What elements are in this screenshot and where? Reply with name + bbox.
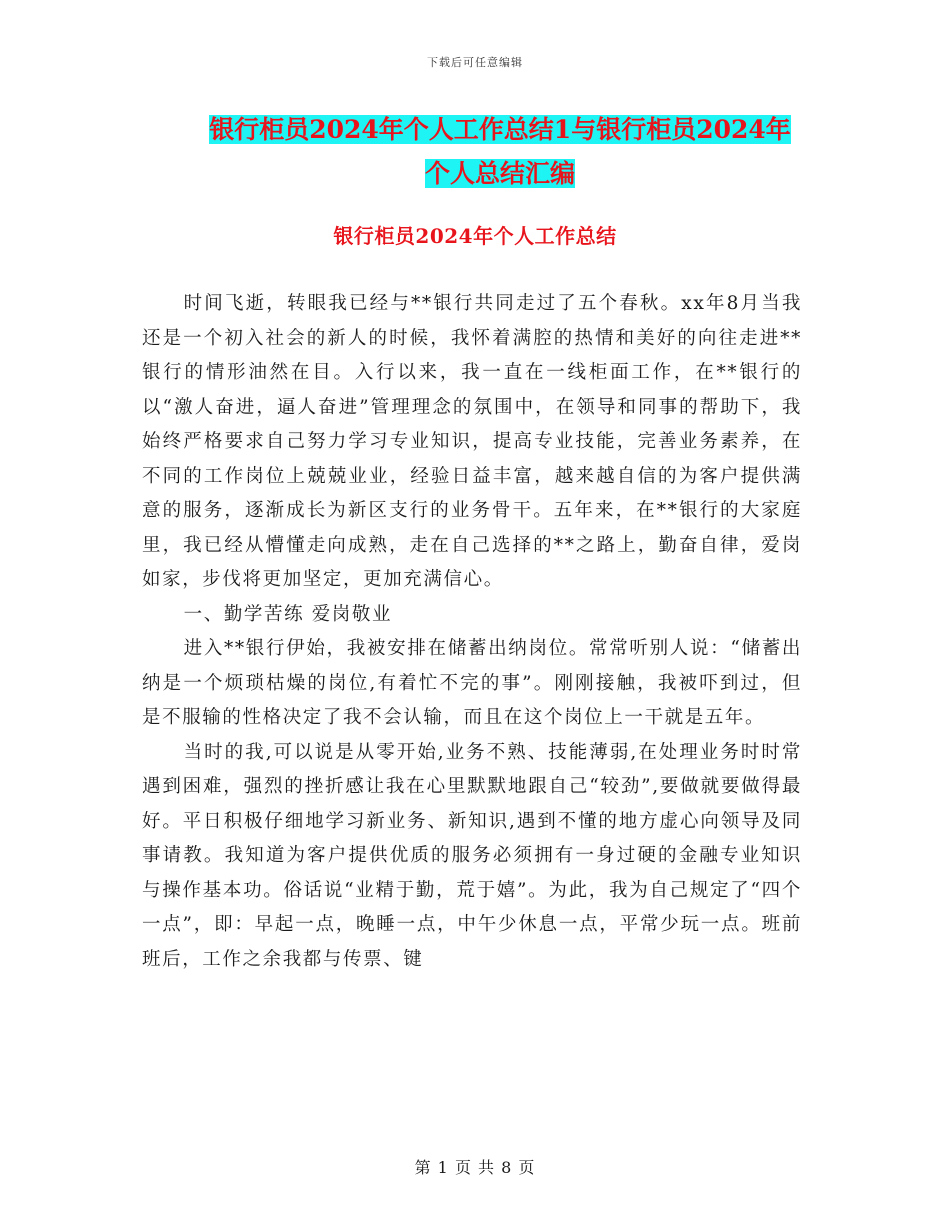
page-number: 第 1 页 共 8 页	[414, 1158, 536, 1177]
document-title	[140, 108, 860, 196]
header-note: 下载后可任意编辑	[427, 56, 523, 69]
section-title: 银行柜员2024年个人工作总结	[333, 224, 617, 248]
paragraph-intro: 时间飞逝，转眼我已经与**银行共同走过了五个春秋。xx年8月当我还是一个初入社会的新人的时候，我怀着满腔的热情和美好的向往走进**银行的情形油然在目。入行以来，我一直在一线柜面工作，在**银行的以“激人奋进，逼人奋进”管理理念的氛围中，在领导和同事的帮助下，我始终严格要求自己努力学习专业知识，提高专业技能，完善业务素养，在不同的工作岗位上兢兢业业，经验日益丰富，越来越自信的为客户提供满意的服务，逐渐成长为新区支行的业务骨干。五年来，在**银行的大家庭里，我已经从懵懂走向成熟，走在自己选择的**之路上，勤奋自律，爱岗如家，步伐将更加坚定，更加充满信心。	[142, 293, 802, 590]
document-title-line1: 银行柜员2024年个人工作总结1与银行柜员2024年	[209, 115, 791, 144]
document-title-line2: 个人总结汇编	[424, 159, 575, 188]
paragraph-2: 进入**银行伊始，我被安排在储蓄出纳岗位。常常听别人说：“储蓄出纳是一个烦琐枯燥的岗位,有着忙不完的事”。刚刚接触，我被吓到过，但是不服输的性格决定了我不会认输，而且在这个岗位上一干就是五年。	[142, 638, 802, 728]
document-body	[142, 287, 802, 977]
subheading-1: 一、勤学苦练 爱岗敬业	[183, 603, 393, 625]
paragraph-3: 当时的我,可以说是从零开始,业务不熟、技能薄弱,在处理业务时时常遇到困难，强烈的挫折感让我在心里默默地跟自己“较劲”,要做就要做得最好。平日积极仔细地学习新业务、新知识,遇到不懂的地方虚心向领导及同事请教。我知道为客户提供优质的服务必须拥有一身过硬的金融专业知识与操作基本功。俗话说“业精于勤，荒于嬉”。为此，我为自己规定了“四个一点”，即：早起一点，晚睡一点，中午少休息一点，平常少玩一点。班前班后，工作之余我都与传票、键	[142, 741, 802, 970]
